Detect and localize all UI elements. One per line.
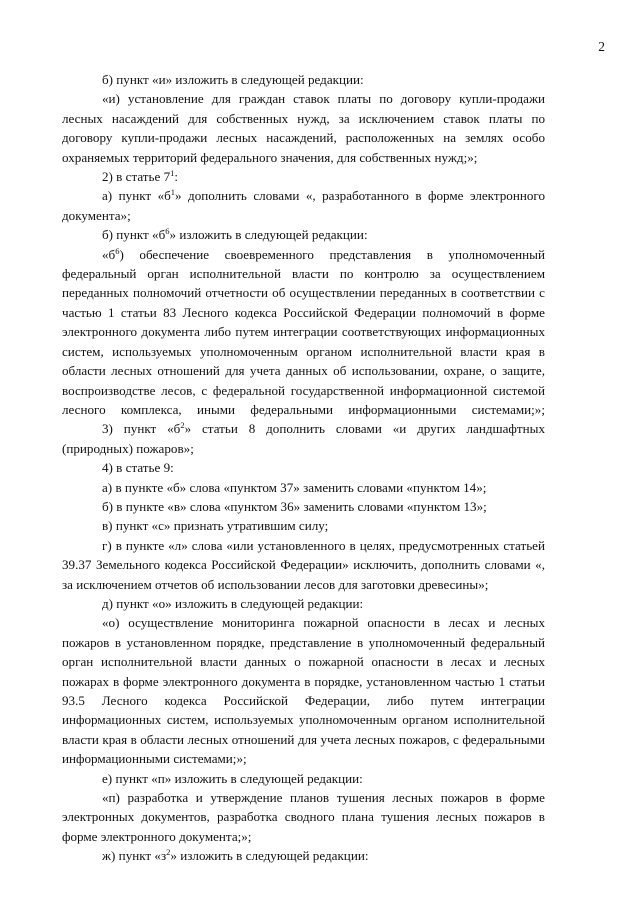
- text-run: 3) пункт «б: [102, 421, 181, 437]
- paragraph-item-a-b1: [62, 186, 545, 225]
- superscript: 6: [165, 226, 170, 237]
- paragraph-article-9: 4) в статье 9:: [102, 460, 174, 476]
- paragraph-article-9-e: е) пункт «п» изложить в следующей редакции:: [102, 770, 363, 786]
- superscript: 1: [170, 168, 175, 179]
- superscript: 1: [170, 187, 176, 198]
- paragraph-item-b-heading: б) пункт «и» изложить в следующей редакции:: [102, 72, 364, 87]
- text-run: б) пункт «б: [102, 227, 166, 243]
- paragraph-item-i-text: «и) установление для граждан ставок платы по договору купли-продажи лесных насаждений для собственных нужд, за исключением ставок платы по договору купли-продажи лесных насаждений, расположенных на землях особо охраняемых территорий федерального значения, для собственных нужд;»;: [62, 91, 545, 165]
- paragraph-item-o-text: «о) осуществление мониторинга пожарной опасности в лесах и лесных пожаров в установленном порядке, представление в уполномоченный федеральный орган исполнительной власти данных о пожарной опасности в лесах и лесных пожарах в форме электронного документа в порядке, установленном частью 1 статьи 93.5 Лесного кодекса Российской Федерации, либо путем интеграции информационных систем, используемых уполномоченным органом исполнительной власти края в области лесных отношений для учета лесных пожаров, с федеральными информационными системами;»;: [62, 615, 545, 767]
- paragraph-article-9-b: б) в пункте «в» слова «пунктом 36» заменить словами «пунктом 13»;: [102, 498, 487, 514]
- paragraph-article-9-d: д) пункт «о» изложить в следующей редакции:: [102, 595, 364, 611]
- document-body: [62, 70, 545, 866]
- text-run: 2) в статье 7: [102, 169, 171, 185]
- text-run: ) обеспечение своевременного представления в уполномоченный федеральный орган исполнительной власти по контролю за осуществлением переданных полномочий отчетности об осуществлении переданных в соответствии с частью 1 статьи 83 Лесного кодекса Российской Федерации полномочий в форме электронного документа либо путем интеграции соответствующих информационных систем, используемых уполномоченным органом исполнительной власти края в области лесных отношений для учета данных об использовании, охране, о защите, воспроизводстве лесов, с федеральной государственной информационной системой лесного комплекса, иными федеральными информационными системами;»;: [62, 246, 545, 417]
- paragraph-article-9-zh: [62, 846, 545, 865]
- text-run: :: [174, 169, 179, 185]
- page-number: 2: [598, 39, 605, 54]
- paragraph-b6-text: [62, 245, 545, 420]
- text-run: а) пункт «б: [102, 188, 171, 204]
- superscript: 2: [180, 420, 185, 431]
- text-run: «б: [102, 246, 116, 262]
- paragraph-article-7-1: [62, 167, 545, 186]
- text-run: » изложить в следующей редакции:: [169, 227, 368, 243]
- paragraph-article-9-a: а) в пункте «б» слова «пунктом 37» заменить словами «пунктом 14»;: [102, 479, 487, 495]
- text-run: » дополнить словами «, разработанного в форме электронного документа»;: [62, 188, 545, 223]
- superscript: 6: [115, 245, 120, 256]
- text-run: ж) пункт «з: [102, 848, 167, 864]
- superscript: 2: [166, 847, 171, 858]
- paragraph-article-9-g: г) в пункте «л» слова «или установленного в целях, предусмотренных статьей 39.37 Земельного кодекса Российской Федерации» исключить, дополнить словами «, за исключением отчетов об использовании лесов для заготовки древесины»;: [62, 537, 545, 592]
- paragraph-item-p-text: «п) разработка и утверждение планов тушения лесных пожаров в форме электронных документов, разработка сводного плана тушения лесных пожаров в форме электронного документа;»;: [62, 790, 545, 844]
- paragraph-item-b-b6: [62, 225, 545, 244]
- text-run: » изложить в следующей редакции:: [170, 848, 369, 864]
- paragraph-article-8: [62, 419, 545, 458]
- text-run: » статьи 8 дополнить словами «и других ландшафтных (природных) пожаров»;: [62, 421, 545, 456]
- paragraph-article-9-v: в) пункт «с» признать утратившим силу;: [102, 518, 329, 534]
